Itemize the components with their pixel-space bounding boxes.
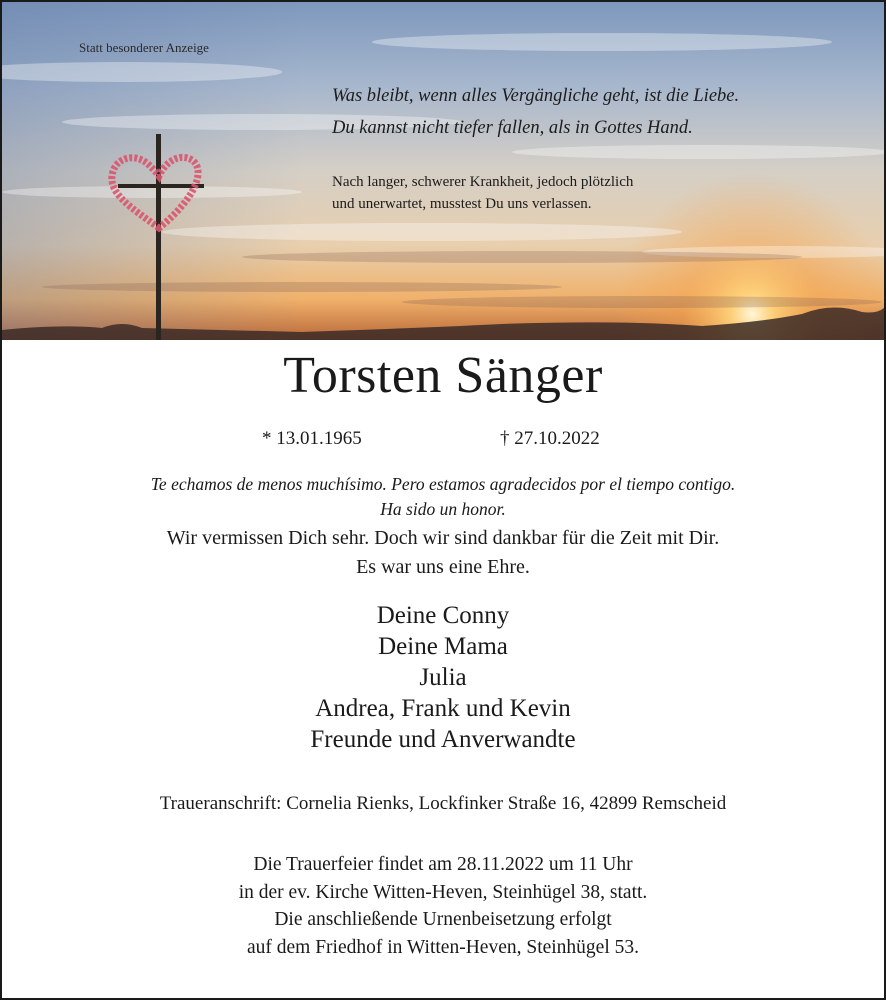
- mourning-address: Traueranschrift: Cornelia Rienks, Lockfinker Straße 16, 42899 Remscheid: [159, 793, 727, 814]
- deceased-name: Torsten Sänger: [283, 347, 603, 404]
- intro-text: [332, 171, 633, 215]
- mourner: Andrea, Frank und Kevin: [315, 695, 571, 722]
- notice-label: Statt besonderer Anzeige: [79, 40, 209, 55]
- spanish-line: Te echamos de menos muchísimo. Pero estamos agradecidos por el tiempo contigo.: [150, 474, 736, 494]
- mourners-list: [2, 600, 884, 755]
- mourner: Freunde und Anverwandte: [310, 726, 576, 753]
- intro-line: und unerwartet, musstest Du uns verlassen.: [332, 196, 592, 212]
- death-date: † 27.10.2022: [500, 428, 600, 449]
- mourner: Deine Conny: [376, 602, 510, 629]
- german-line: Wir vermissen Dich sehr. Doch wir sind dankbar für die Zeit mit Dir.: [166, 527, 720, 549]
- quote-line: Was bleibt, wenn alles Vergängliche geht, ist die Liebe.: [332, 86, 740, 106]
- german-message: [2, 524, 884, 582]
- ceremony-line: in der ev. Kirche Witten-Heven, Steinhügel 38, statt.: [238, 881, 648, 903]
- german-line: Es war uns eine Ehre.: [356, 556, 530, 578]
- ceremony-line: auf dem Friedhof in Witten-Heven, Steinhügel 53.: [246, 936, 640, 958]
- mourner: Julia: [419, 664, 467, 691]
- ceremony-details: [2, 851, 884, 961]
- sky-photo: [2, 2, 884, 340]
- spanish-message: [2, 472, 884, 522]
- bible-quote: [332, 80, 739, 144]
- ceremony-line: Die anschließende Urnenbeisetzung erfolgt: [274, 909, 612, 930]
- mourner: Deine Mama: [378, 633, 508, 660]
- intro-line: Nach langer, schwerer Krankheit, jedoch plötzlich: [332, 174, 634, 190]
- birth-date: * 13.01.1965: [262, 428, 362, 449]
- quote-line: Du kannst nicht tiefer fallen, als in Gottes Hand.: [332, 118, 693, 138]
- spanish-line: Ha sido un honor.: [380, 499, 506, 519]
- ceremony-line: Die Trauerfeier findet am 28.11.2022 um 11 Uhr: [253, 854, 633, 875]
